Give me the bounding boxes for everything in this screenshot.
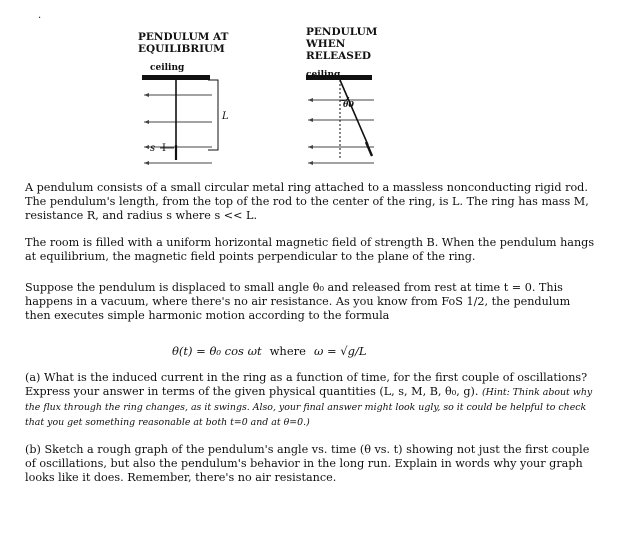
formula-left: θ(t) = θ₀ cos ωt bbox=[172, 344, 262, 358]
left-figure-title: PENDULUM AT EQUILIBRIUM bbox=[138, 31, 229, 55]
right-field-lines bbox=[308, 100, 374, 163]
left-ceiling-bar bbox=[142, 75, 210, 80]
question-b: (b) Sketch a rough graph of the pendulum's angle vs. time (θ vs. t) showing not just the first couple of oscillations, but also the pendulum's behavior in the long run. Explain in words why your graph looks like it does. Remember, there's no air resistance. bbox=[25, 443, 590, 484]
radius-label: s bbox=[150, 143, 156, 154]
question-a-text: (a) What is the induced current in the ring as a function of time, for the first couple of oscillations? Express your answer in terms of the given physical quantities (L, s, M, B, θ₀, g). bbox=[25, 371, 588, 398]
question-a bbox=[25, 371, 595, 430]
right-ring bbox=[366, 142, 372, 156]
paragraph-motion: Suppose the pendulum is displaced to small angle θ₀ and released from rest at time t = 0. This happens in a vacuum, where there's no air resistance. As you know from FoS 1/2, the pendulum then executes simple harmonic motion according to the formula bbox=[25, 281, 571, 322]
shm-formula bbox=[172, 344, 366, 358]
right-field-arrowheads bbox=[308, 98, 313, 165]
stray-dot: . bbox=[38, 10, 42, 21]
length-label: L bbox=[222, 111, 229, 122]
right-ceiling-bar bbox=[306, 75, 372, 80]
right-figure-title: PENDULUM WHEN RELEASED bbox=[306, 26, 378, 62]
paragraph-setup: A pendulum consists of a small circular metal ring attached to a massless nonconducting rigid rod. The pendulum's length, from the top of the rod to the center of the ring, is L. The ring has mass M, resistance R, and radius s where s << L. bbox=[25, 181, 589, 222]
length-bracket bbox=[208, 80, 218, 150]
left-ceiling-label: ceiling bbox=[150, 63, 185, 73]
question-a-hint: (Hint: Think about why the flux through the ring changes, as it swings. Also, your final answer might look ugly, so it could be helpful to check that you get something reasonable at both t=0 and at θ=0.) bbox=[25, 387, 593, 428]
left-field-arrowheads bbox=[144, 93, 149, 165]
current-label: I bbox=[162, 143, 166, 154]
angle-label: θ0 bbox=[343, 99, 354, 109]
pendulum-diagram bbox=[0, 0, 618, 180]
formula-right: ω = √g/L bbox=[313, 344, 367, 358]
formula-where: where bbox=[269, 344, 306, 358]
right-rod bbox=[340, 80, 368, 145]
paragraph-field: The room is filled with a uniform horizontal magnetic field of strength B. When the pendulum hangs at equilibrium, the magnetic field points perpendicular to the plane of the ring. bbox=[25, 236, 595, 263]
